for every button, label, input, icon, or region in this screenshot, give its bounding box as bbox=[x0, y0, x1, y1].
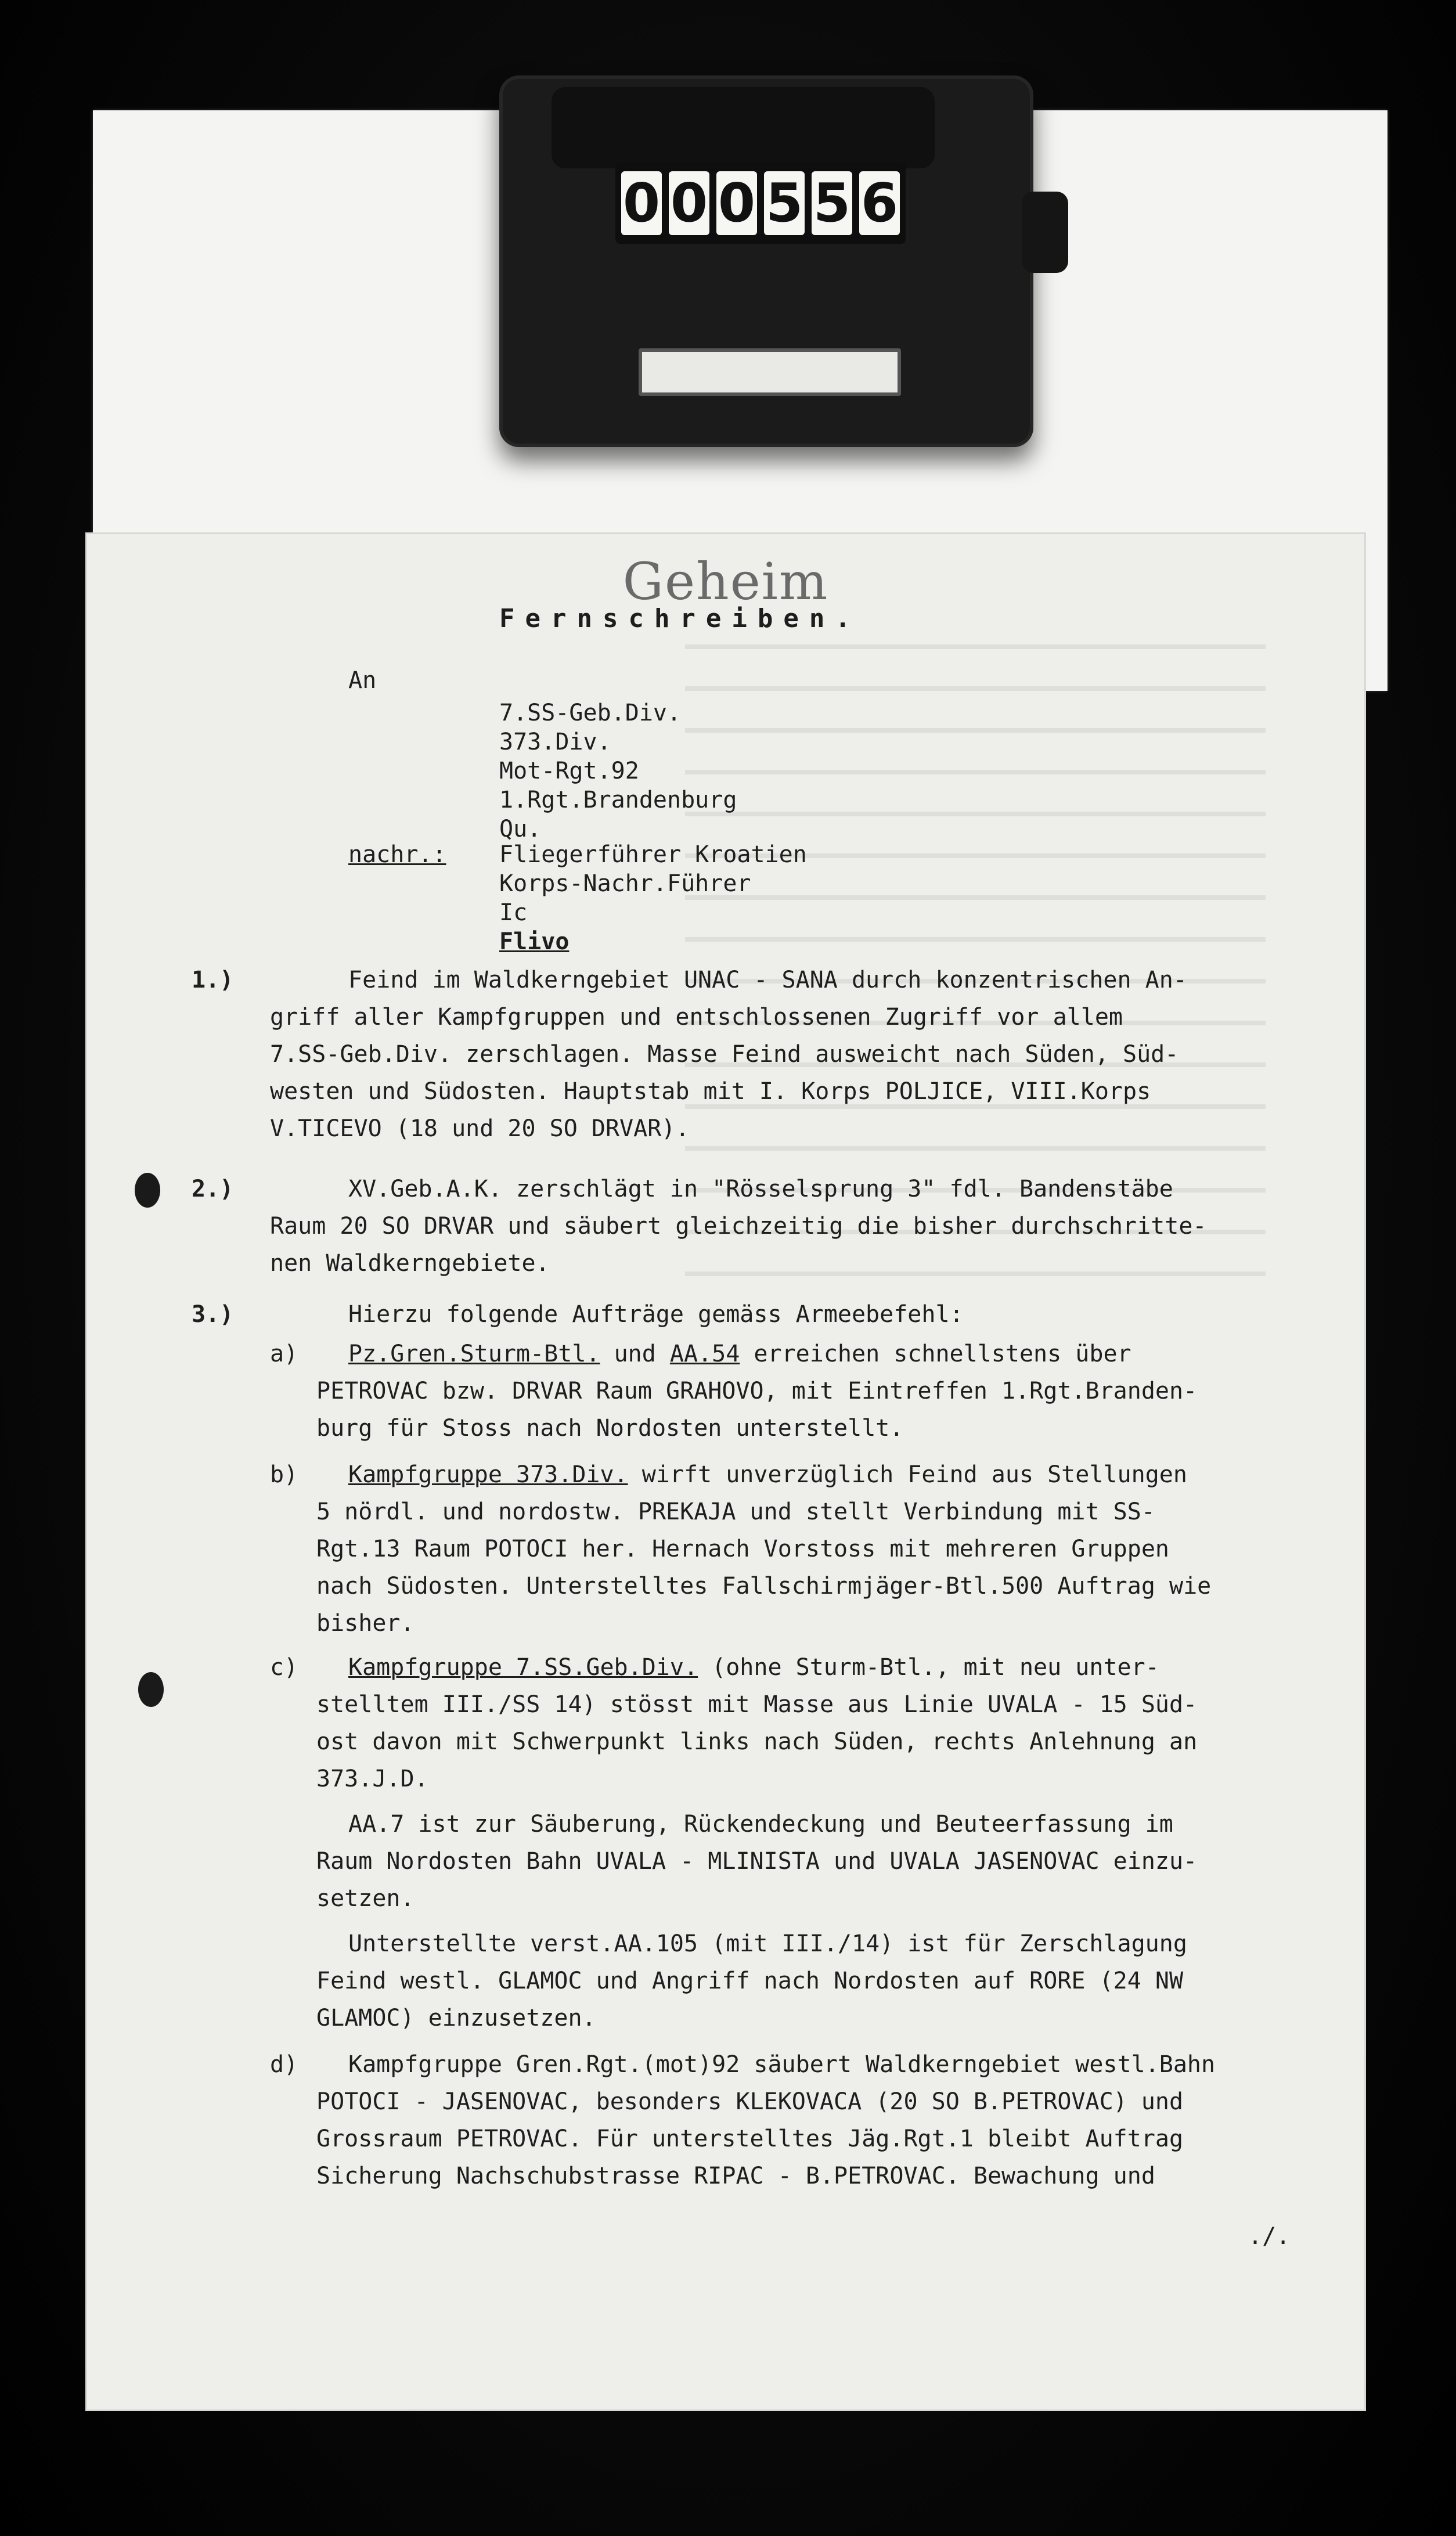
section-line: griff aller Kampfgruppen und entschlossenen Zugriff vor allem bbox=[270, 1004, 1123, 1031]
recipient: 1.Rgt.Brandenburg bbox=[499, 787, 737, 813]
nachr-recipient: Korps-Nachr.Führer bbox=[499, 870, 751, 897]
section-line: Rgt.13 Raum POTOCI her. Hernach Vorstoss mit mehreren Gruppen bbox=[316, 1536, 1170, 1562]
counter-display bbox=[615, 163, 906, 244]
section-line: Grossraum PETROVAC. Für unterstelltes Jäg.Rgt.1 bleibt Auftrag bbox=[316, 2126, 1184, 2152]
section-line: PETROVAC bzw. DRVAR Raum GRAHOVO, mit Eintreffen 1.Rgt.Branden- bbox=[316, 1378, 1198, 1404]
item-b-line1 bbox=[348, 1456, 1187, 1493]
section-line: XV.Geb.A.K. zerschlägt in "Rösselsprung 3" fdl. Bandenstäbe bbox=[348, 1176, 1173, 1202]
recipient: 7.SS-Geb.Div. bbox=[499, 700, 682, 726]
unit-name: Pz.Gren.Sturm-Btl. bbox=[348, 1341, 600, 1367]
counter-digit: 0 bbox=[716, 171, 757, 235]
an-label: An bbox=[348, 667, 377, 694]
section-line: GLAMOC) einzusetzen. bbox=[316, 2005, 596, 2031]
section-number: 2.) bbox=[192, 1176, 234, 1202]
section-line: stelltem III./SS 14) stösst mit Masse aus Linie UVALA - 15 Süd- bbox=[316, 1691, 1198, 1718]
recipient: Qu. bbox=[499, 816, 542, 842]
text-fragment: und bbox=[600, 1341, 670, 1367]
section-line: nach Südosten. Unterstelltes Fallschirmjäger-Btl.500 Auftrag wie bbox=[316, 1573, 1212, 1600]
counter-digit: 0 bbox=[621, 171, 662, 235]
section-line: V.TICEVO (18 und 20 SO DRVAR). bbox=[270, 1115, 690, 1142]
nachr-label: nachr.: bbox=[348, 841, 446, 868]
section-line: setzen. bbox=[316, 1885, 415, 1912]
section-line: nen Waldkerngebiete. bbox=[270, 1250, 550, 1277]
section-line: Sicherung Nachschubstrasse RIPAC - B.PETROVAC. Bewachung und bbox=[316, 2163, 1155, 2189]
counter-digit: 5 bbox=[812, 171, 852, 235]
section-line: AA.7 ist zur Säuberung, Rückendeckung und Beuteerfassung im bbox=[348, 1811, 1173, 1838]
section-line: Feind im Waldkerngebiet UNAC - SANA durch konzentrischen An- bbox=[348, 967, 1187, 993]
section-line: ost davon mit Schwerpunkt links nach Süden, rechts Anlehnung an bbox=[316, 1728, 1198, 1755]
counter-knob bbox=[1022, 192, 1068, 273]
section-line: bisher. bbox=[316, 1610, 415, 1637]
counter-digit: 0 bbox=[669, 171, 709, 235]
section-line: Raum 20 SO DRVAR und säubert gleichzeitig die bisher durchschritte- bbox=[270, 1213, 1207, 1240]
section-number: 1.) bbox=[192, 967, 234, 993]
recipient: Mot-Rgt.92 bbox=[499, 758, 639, 784]
text-fragment: wirft unverzüglich Feind aus Stellungen bbox=[628, 1461, 1187, 1488]
punch-hole bbox=[138, 1672, 164, 1707]
counter-plate bbox=[639, 348, 901, 396]
section-line: Feind westl. GLAMOC und Angriff nach Nordosten auf RORE (24 NW bbox=[316, 1968, 1184, 1994]
counter-top bbox=[552, 87, 935, 168]
section-line: burg für Stoss nach Nordosten unterstellt. bbox=[316, 1415, 904, 1442]
item-letter: a) bbox=[270, 1341, 298, 1367]
section-line: POTOCI - JASENOVAC, besonders KLEKOVACA (20 SO B.PETROVAC) und bbox=[316, 2088, 1184, 2115]
section-line: Raum Nordosten Bahn UVALA - MLINISTA und UVALA JASENOVAC einzu- bbox=[316, 1848, 1198, 1875]
section-line: 7.SS-Geb.Div. zerschlagen. Masse Feind ausweicht nach Süden, Süd- bbox=[270, 1041, 1179, 1068]
text-fragment: erreichen schnellstens über bbox=[740, 1341, 1131, 1367]
text-fragment: (ohne Sturm-Btl., mit neu unter- bbox=[698, 1654, 1159, 1681]
section-line: westen und Südosten. Hauptstab mit I. Korps POLJICE, VIII.Korps bbox=[270, 1078, 1151, 1105]
document-heading: Fernschreiben. bbox=[499, 604, 861, 633]
section-line: Unterstellte verst.AA.105 (mit III./14) ist für Zerschlagung bbox=[348, 1930, 1187, 1957]
unit-name: Kampfgruppe 7.SS.Geb.Div. bbox=[348, 1654, 698, 1681]
nachr-recipient: Ic bbox=[499, 899, 528, 926]
unit-name: AA.54 bbox=[669, 1341, 740, 1367]
counter-digit: 5 bbox=[764, 171, 805, 235]
nachr-recipient: Flivo bbox=[499, 928, 570, 955]
section-line: 5 nördl. und nordostw. PREKAJA und stellt Verbindung mit SS- bbox=[316, 1498, 1155, 1525]
continuation-mark: ./. bbox=[1248, 2223, 1291, 2250]
frame-counter-device bbox=[499, 75, 1033, 447]
recipient: 373.Div. bbox=[499, 729, 611, 755]
secret-stamp: Geheim bbox=[622, 552, 829, 611]
item-letter: c) bbox=[270, 1654, 298, 1681]
punch-hole bbox=[135, 1173, 160, 1208]
item-letter: d) bbox=[270, 2051, 298, 2078]
counter-digit: 6 bbox=[859, 171, 900, 235]
section-intro: Hierzu folgende Aufträge gemäss Armeebefehl: bbox=[348, 1301, 964, 1328]
section-line: Kampfgruppe Gren.Rgt.(mot)92 säubert Waldkerngebiet westl.Bahn bbox=[348, 2051, 1216, 2078]
section-line: 373.J.D. bbox=[316, 1766, 428, 1792]
section-number: 3.) bbox=[192, 1301, 234, 1328]
item-c-line1 bbox=[348, 1649, 1159, 1686]
item-letter: b) bbox=[270, 1461, 298, 1488]
item-a-line1 bbox=[348, 1335, 1131, 1373]
nachr-recipient: Fliegerführer Kroatien bbox=[499, 841, 807, 868]
unit-name: Kampfgruppe 373.Div. bbox=[348, 1461, 628, 1488]
